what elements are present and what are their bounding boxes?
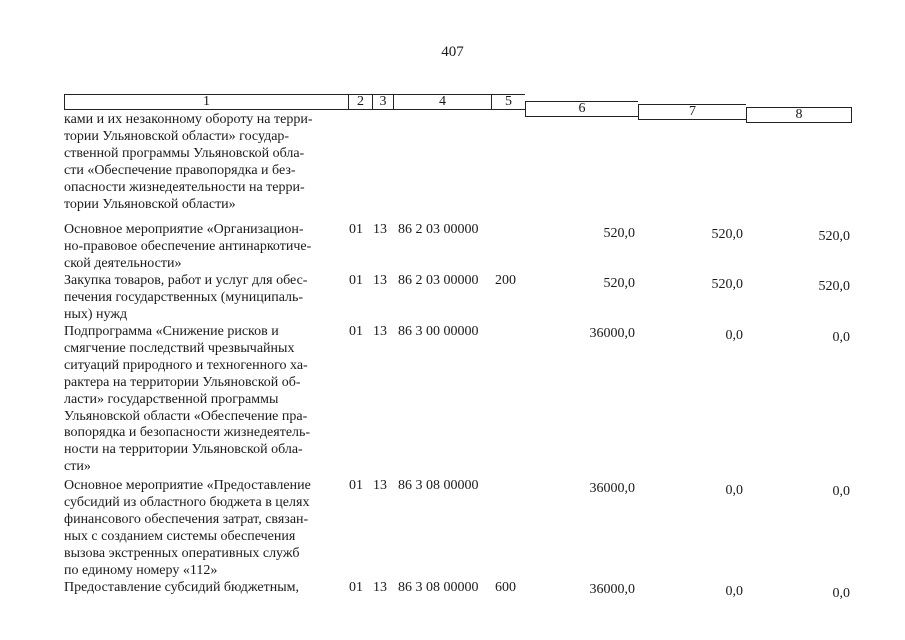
cell-target-code: 86 2 03 00000 (398, 273, 479, 288)
description-line: ской деятельности» (64, 255, 182, 271)
cell-expense-type: 200 (495, 273, 516, 288)
cell-subsection: 13 (373, 222, 387, 237)
description-line: Основное мероприятие «Организацион- (64, 222, 304, 237)
cell-amount-col7: 0,0 (725, 584, 743, 599)
cell-amount-col6: 36000,0 (589, 481, 635, 496)
cell-amount-col6: 36000,0 (589, 326, 635, 341)
cell-amount-col7: 0,0 (725, 483, 743, 498)
cell-subsection: 13 (373, 273, 387, 288)
row-description (64, 580, 341, 597)
cell-subsection: 13 (373, 478, 387, 493)
description-line: ками и их незаконному обороту на терри- (64, 112, 313, 127)
description-line: сти» (64, 459, 91, 475)
cell-amount-col8: 0,0 (832, 330, 850, 345)
cell-target-code: 86 3 00 00000 (398, 324, 479, 339)
row-description (64, 273, 341, 324)
description-line: смягчение последствий чрезвычайных (64, 340, 295, 356)
cell-subsection: 13 (373, 580, 387, 595)
header-col-3: 3 (372, 94, 393, 110)
header-col-6: 6 (525, 101, 638, 117)
cell-amount-col6: 520,0 (603, 276, 635, 291)
description-line: ласти» государственной программы (64, 391, 279, 407)
description-line: но-правовое обеспечение антинаркотиче- (64, 238, 312, 254)
table-row (64, 112, 854, 216)
description-line: Закупка товаров, работ и услуг для обес- (64, 273, 308, 288)
description-line: ных) нужд (64, 306, 128, 322)
description-line: Основное мероприятие «Предоставление (64, 478, 311, 493)
cell-target-code: 86 2 03 00000 (398, 222, 479, 237)
cell-section: 01 (349, 580, 363, 595)
description-line: по единому номеру «112» (64, 562, 218, 578)
description-line: ных с созданием системы обеспечения (64, 528, 296, 544)
cell-target-code: 86 3 08 00000 (398, 580, 479, 595)
table-row (64, 580, 854, 600)
cell-amount-col8: 0,0 (832, 484, 850, 499)
header-col-2: 2 (348, 94, 372, 110)
cell-amount-col8: 0,0 (832, 586, 850, 601)
header-col-8: 8 (746, 107, 852, 123)
row-description (64, 222, 341, 273)
cell-amount-col7: 0,0 (725, 328, 743, 343)
cell-subsection: 13 (373, 324, 387, 339)
description-line: сти «Обеспечение правопорядка и без- (64, 162, 296, 178)
cell-amount-col6: 520,0 (603, 226, 635, 241)
description-line: ственной программы Ульяновской обла- (64, 145, 305, 161)
description-line: рактера на территории Ульяновской об- (64, 374, 301, 390)
table-row (64, 478, 854, 580)
description-line: Предоставление субсидий бюджетным, (64, 580, 300, 595)
cell-amount-col8: 520,0 (818, 279, 850, 294)
description-line: ситуаций природного и техногенного ха- (64, 357, 308, 373)
description-line: Ульяновской области «Обеспечение пра- (64, 408, 308, 424)
cell-section: 01 (349, 324, 363, 339)
cell-section: 01 (349, 478, 363, 493)
description-line: печения государственных (муниципаль- (64, 289, 304, 305)
cell-target-code: 86 3 08 00000 (398, 478, 479, 493)
cell-amount-col8: 520,0 (818, 229, 850, 244)
description-line: вызова экстренных оперативных служб (64, 545, 300, 561)
header-col-1: 1 (64, 94, 348, 110)
description-line: тории Ульяновской области» (64, 196, 236, 212)
cell-section: 01 (349, 222, 363, 237)
header-col-4: 4 (393, 94, 491, 110)
row-description (64, 112, 341, 213)
header-col-7: 7 (638, 104, 746, 120)
description-line: финансового обеспечения затрат, связан- (64, 511, 309, 527)
cell-amount-col7: 520,0 (711, 277, 743, 292)
table-row (64, 273, 854, 324)
row-description (64, 324, 341, 476)
description-line: опасности жизнедеятельности на терри- (64, 179, 305, 195)
page-number: 407 (441, 44, 464, 60)
description-line: ности на территории Ульяновской обла- (64, 442, 303, 458)
row-description (64, 478, 341, 579)
description-line: Подпрограмма «Снижение рисков и (64, 324, 279, 339)
cell-amount-col6: 36000,0 (589, 582, 635, 597)
header-col-5: 5 (491, 94, 525, 110)
cell-section: 01 (349, 273, 363, 288)
description-line: субсидий из областного бюджета в целях (64, 494, 310, 510)
cell-amount-col7: 520,0 (711, 227, 743, 242)
table-row (64, 222, 854, 273)
description-line: тории Ульяновской области» государ- (64, 128, 290, 144)
cell-expense-type: 600 (495, 580, 516, 595)
table-row (64, 324, 854, 477)
description-line: вопорядка и безопасности жизнедеятель- (64, 425, 311, 441)
